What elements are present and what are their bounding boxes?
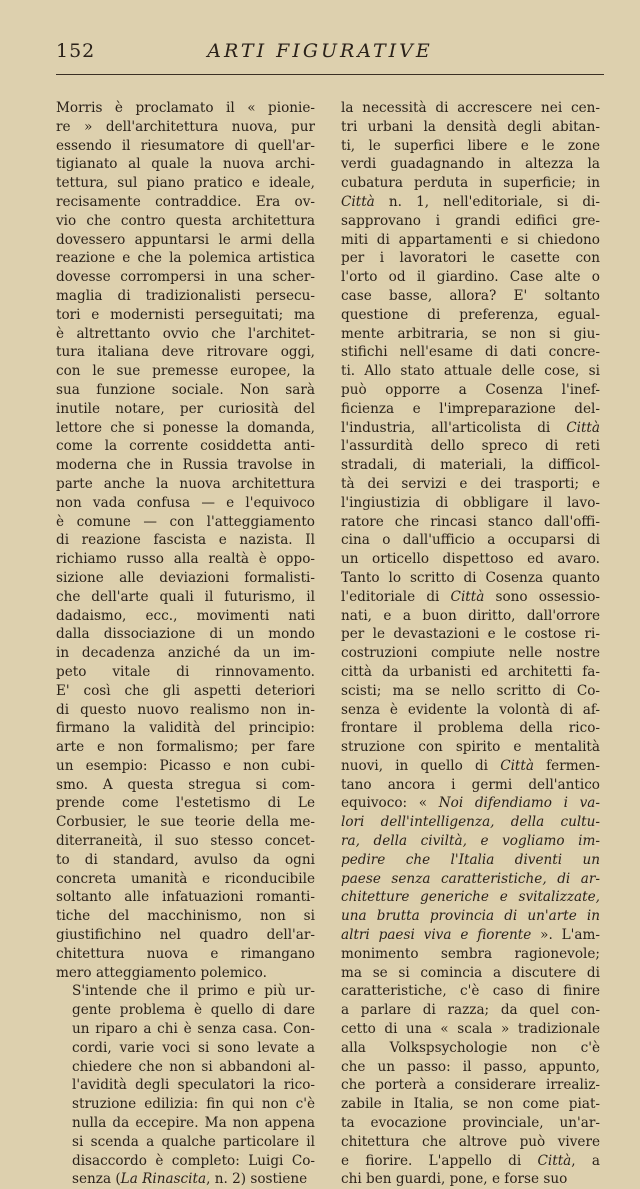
text-line: nulla da eccepire. Ma non appena: [72, 1115, 315, 1132]
text-line: l'industria, all'articolista di Città: [341, 419, 600, 436]
text-line: l'editoriale di Città sono ossessio-: [341, 588, 600, 605]
text-line: tiche del macchinismo, non si: [56, 908, 315, 925]
text-line: cordi, varie voci si sono levate a: [72, 1039, 315, 1056]
text-line: la necessità di accrescere nei cen-: [341, 100, 600, 116]
text-line: struzione con spirito e mentalità: [341, 739, 600, 756]
text-line: l'avidità degli speculatori la rico-: [72, 1077, 315, 1094]
text-line: con le sue premesse europee, la: [56, 363, 315, 380]
text-line: ma se si comincia a discutere di: [341, 964, 600, 981]
text-line: tà dei servizi e dei trasporti; e: [341, 475, 600, 492]
text-line: lori dell'intelligenza, della cultu-: [341, 814, 600, 831]
text-line: in decadenza anziché da un im-: [56, 645, 315, 662]
running-title: ARTI FIGURATIVE: [207, 40, 433, 62]
text-line: stradali, di materiali, la difficol-: [341, 457, 600, 474]
text-line: Città n. 1, nell'editoriale, si di-: [341, 193, 600, 210]
text-line: soltanto alle infatuazioni romanti-: [56, 889, 315, 906]
text-line: ra, della civiltà, e vogliamo im-: [341, 833, 600, 850]
text-line: un esempio: Picasso e non cubi-: [56, 757, 315, 774]
text-line: altri paesi viva e fiorente ». L'am-: [341, 927, 600, 944]
text-line: che dell'arte quali il futurismo, il: [56, 588, 315, 605]
text-line: monimento sembra ragionevole;: [341, 945, 600, 962]
text-line: disaccordo è completo: Luigi Co-: [72, 1152, 315, 1169]
text-line: arte e non formalismo; per fare: [56, 739, 315, 756]
text-line: un riparo a chi è senza casa. Con-: [72, 1021, 315, 1038]
text-line: sapprovano i grandi edifici gre-: [341, 212, 600, 229]
header-rule: [56, 74, 604, 75]
text-line: cetto di una « scala » tradizionale: [341, 1021, 600, 1038]
text-line: un orticello dispettoso ed avaro.: [341, 551, 600, 568]
text-line: chiedere che non si abbandoni al-: [72, 1058, 315, 1075]
text-line: nati, e a buon diritto, dall'orrore: [341, 607, 600, 624]
text-line: sua funzione sociale. Non sarà: [56, 381, 315, 398]
text-line: senza (La Rinascita, n. 2) sostiene: [72, 1171, 308, 1188]
text-line: stifichi nell'esame di dati concre-: [341, 344, 600, 361]
text-line: giustifichino nel quadro dell'ar-: [56, 927, 315, 944]
text-line: paese senza caratteristiche, di ar-: [341, 870, 600, 887]
text-line: Morris è proclamato il « pionie-: [56, 100, 315, 116]
text-line: ta evocazione provinciale, un'ar-: [341, 1115, 600, 1132]
text-line: alla Volkspsychologie non c'è: [341, 1039, 600, 1056]
text-line: l'assurdità dello spreco di reti: [341, 438, 600, 455]
text-line: dovessero appuntarsi le armi della: [56, 231, 315, 248]
text-line: città da urbanisti ed architetti fa-: [341, 663, 600, 680]
text-line: dalla dissociazione di un mondo: [56, 626, 315, 643]
text-line: lettore che si ponesse la domanda,: [56, 419, 315, 436]
paragraph-1: [56, 99, 315, 982]
text-line: peto vitale di rinnovamento.: [56, 663, 315, 680]
paragraph-continued: [341, 99, 600, 1189]
text-line: cina o dall'ufficio a occuparsi di: [341, 532, 600, 549]
text-line: case basse, allora? E' soltanto: [341, 287, 600, 304]
text-line: pedire che l'Italia diventi un: [341, 851, 600, 868]
text-line: S'intende che il primo e più ur-: [72, 983, 315, 1000]
text-line: verdi guadagnando in altezza la: [341, 156, 600, 173]
text-line: può opporre a Cosenza l'inef-: [341, 381, 600, 398]
text-line: moderna che in Russia travolse in: [56, 457, 315, 474]
text-line: l'ingiustizia di obbligare il lavo-: [341, 494, 600, 511]
text-line: chitettura nuova e rimangano: [56, 945, 315, 962]
text-line: mero atteggiamento polemico.: [56, 964, 267, 981]
text-line: come la corrente cosiddetta anti-: [56, 438, 315, 455]
text-line: tri urbani la densità degli abitan-: [341, 118, 600, 135]
text-line: recisamente contraddice. Era ov-: [56, 193, 315, 210]
text-line: inutile notare, per curiosità del: [56, 400, 315, 417]
text-line: per i lavoratori le casette con: [341, 250, 600, 267]
text-line: senza è evidente la volontà di af-: [341, 701, 600, 718]
text-line: una brutta provincia di un'arte in: [341, 908, 600, 925]
text-line: ratore che rincasi stanco dall'offi-: [341, 513, 600, 530]
text-line: che un passo: il passo, appunto,: [341, 1058, 600, 1075]
text-line: mente arbitraria, se non si giu-: [341, 325, 600, 342]
text-line: gente problema è quello di dare: [72, 1002, 315, 1019]
text-line: caratteristiche, c'è caso di finire: [341, 983, 600, 1000]
text-line: che porterà a considerare irrealiz-: [341, 1077, 600, 1094]
text-line: tura italiana deve ritrovare oggi,: [56, 344, 315, 361]
text-line: ti. Allo stato attuale delle cose, si: [341, 363, 600, 380]
paragraph-2: [56, 982, 315, 1189]
text-line: tigianato al quale la nuova archi-: [56, 156, 315, 173]
text-line: ti, le superfici libere e le zone: [341, 137, 600, 154]
text-line: chitetture generiche e svitalizzate,: [341, 889, 600, 906]
text-line: prende come l'estetismo di Le: [56, 795, 315, 812]
text-line: sizione alle deviazioni formalisti-: [56, 569, 315, 586]
text-line: concreta umanità e riconducibile: [56, 870, 315, 887]
text-line: a parlare di razza; da quel con-: [341, 1002, 600, 1019]
text-line: to di standard, avulso da ogni: [56, 851, 315, 868]
text-line: struzione edilizia: fin qui non c'è: [72, 1096, 315, 1113]
text-line: E' così che gli aspetti deteriori: [56, 682, 315, 699]
text-line: ficienza e l'impreparazione del-: [341, 400, 600, 417]
text-line: miti di appartamenti e si chiedono: [341, 231, 600, 248]
text-line: smo. A questa stregua si com-: [56, 776, 315, 793]
text-line: scisti; ma se nello scritto di Co-: [341, 682, 600, 699]
text-line: si scenda a qualche particolare il: [72, 1133, 315, 1150]
text-line: e fiorire. L'appello di Città, a: [341, 1152, 600, 1169]
text-line: equivoco: « Noi difendiamo i va-: [341, 795, 600, 812]
text-line: re » dell'architettura nuova, pur: [56, 118, 315, 135]
text-line: di reazione fascista e nazista. Il: [56, 532, 315, 549]
text-line: dovesse corrompersi in una scher-: [56, 269, 315, 286]
text-line: firmano la validità del principio:: [56, 720, 315, 737]
text-line: diterraneità, il suo stesso concet-: [56, 833, 315, 850]
text-line: tori e modernisti perseguitati; ma: [56, 306, 315, 323]
page-number: 152: [56, 40, 96, 62]
right-column: [341, 99, 600, 1189]
text-line: cubatura perduta in superficie; in: [341, 175, 600, 192]
text-line: parte anche la nuova architettura: [56, 475, 315, 492]
text-line: è comune — con l'atteggiamento: [56, 513, 315, 530]
text-line: costruzioni compiute nelle nostre: [341, 645, 600, 662]
text-line: è altrettanto ovvio che l'architet-: [56, 325, 315, 342]
text-line: essendo il riesumatore di quell'ar-: [56, 137, 315, 154]
text-line: questione di preferenza, egual-: [341, 306, 600, 323]
text-line: dadaismo, ecc., movimenti nati: [56, 607, 315, 624]
text-line: vio che contro questa architettura: [56, 212, 315, 229]
text-line: tettura, sul piano pratico e ideale,: [56, 175, 315, 192]
text-line: per le devastazioni e le costose ri-: [341, 626, 600, 643]
text-line: l'orto od il giardino. Case alte o: [341, 269, 600, 286]
text-line: Corbusier, le sue teorie della me-: [56, 814, 315, 831]
text-line: tano ancora i germi dell'antico: [341, 776, 600, 793]
left-column: [56, 99, 315, 1189]
text-line: di questo nuovo realismo non in-: [56, 701, 315, 718]
text-line: Tanto lo scritto di Cosenza quanto: [341, 569, 600, 586]
text-line: richiamo russo alla realtà è oppo-: [56, 551, 315, 568]
text-line: frontare il problema della rico-: [341, 720, 600, 737]
text-line: non vada confusa — e l'equivoco: [56, 494, 315, 511]
text-line: nuovi, in quello di Città fermen-: [341, 757, 600, 774]
text-line: chi ben guardi, pone, e forse suo: [341, 1171, 568, 1188]
text-line: reazione e che la polemica artistica: [56, 250, 315, 267]
text-line: maglia di tradizionalisti persecu-: [56, 287, 315, 304]
text-line: zabile in Italia, se non come piat-: [341, 1096, 600, 1113]
text-line: chitettura che altrove può vivere: [341, 1133, 600, 1150]
